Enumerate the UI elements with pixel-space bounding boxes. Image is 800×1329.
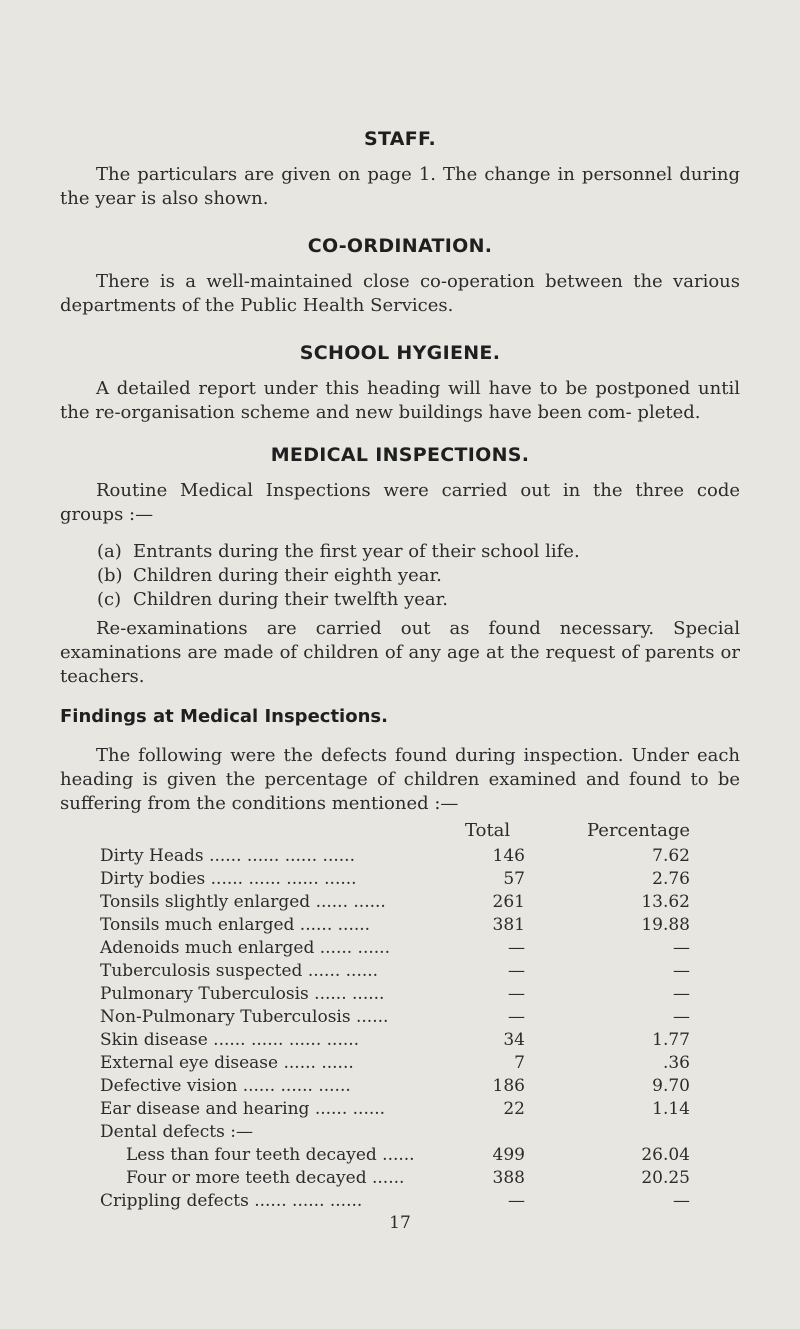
total-column-header: Total [465,820,511,841]
defect-percentage: 9.70 [652,1076,690,1096]
defect-percentage: 2.76 [652,869,690,889]
defect-label: Four or more teeth decayed ...... [126,1168,405,1188]
table-row [0,892,800,914]
table-row [0,915,800,937]
defect-total: — [508,938,525,958]
table-row [0,1191,800,1213]
defect-label: Tonsils much enlarged ...... ...... [100,915,371,935]
defect-total: — [508,984,525,1004]
medical-inspections-intro: Routine Medical Inspections were carried out in the three code groups :— [60,480,740,525]
table-row [0,938,800,960]
defect-label: Pulmonary Tuberculosis ...... ...... [100,984,385,1004]
defect-total: 22 [503,1099,525,1119]
table-row [0,1099,800,1121]
coordination-heading: CO-ORDINATION. [307,235,493,257]
coordination-paragraph: There is a well-maintained close co-operation between the various departments of the Public Health Services. [60,271,740,316]
staff-paragraph: The particulars are given on page 1. The change in personnel during the year is also shown. [60,164,740,209]
defect-total: 388 [492,1168,525,1188]
defect-percentage: — [673,1007,690,1027]
defect-label: Crippling defects ...... ...... ...... [100,1191,363,1211]
defect-label: Defective vision ...... ...... ...... [100,1076,351,1096]
table-row [0,1076,800,1098]
defect-label: Tuberculosis suspected ...... ...... [100,961,379,981]
defect-total: — [508,1007,525,1027]
table-row [0,961,800,983]
defect-label: Non-Pulmonary Tuberculosis ...... [100,1007,389,1027]
table-row [0,1053,800,1075]
defect-total: — [508,961,525,981]
reexamination-paragraph: Re-examinations are carried out as found necessary. Special examinations are made of children of any age at the request of parents or teachers. [60,618,740,687]
table-row [0,846,800,868]
table-row [0,1168,800,1190]
list-item-text: Children during their eighth year. [133,565,442,586]
defect-total: 146 [492,846,525,866]
medical-inspections-heading: MEDICAL INSPECTIONS. [270,444,530,466]
list-marker: (c) [97,589,122,610]
table-row [0,1030,800,1052]
list-marker: (a) [97,541,122,562]
percentage-column-header: Percentage [587,820,691,841]
defect-percentage: — [673,984,690,1004]
defect-label: Dirty bodies ...... ...... ...... ...... [100,869,357,889]
defect-percentage: 7.62 [652,846,690,866]
defect-percentage: — [673,938,690,958]
staff-heading: STAFF. [363,128,437,150]
defect-total: 381 [492,915,525,935]
defect-label: Tonsils slightly enlarged ...... ...... [100,892,386,912]
page-number: 17 [389,1213,411,1233]
defect-total: 34 [503,1030,525,1050]
findings-heading: Findings at Medical Inspections. [60,706,388,727]
defect-percentage: 26.04 [641,1145,690,1165]
table-row [0,984,800,1006]
defect-label: Adenoids much enlarged ...... ...... [100,938,390,958]
defect-percentage: 1.77 [652,1030,690,1050]
list-item-text: Entrants during the first year of their school life. [133,541,580,562]
defect-percentage: 20.25 [641,1168,690,1188]
defect-label: Ear disease and hearing ...... ...... [100,1099,386,1119]
defect-percentage: 13.62 [641,892,690,912]
table-row [0,869,800,891]
table-row [0,1007,800,1029]
defect-percentage: — [673,961,690,981]
defect-label: Less than four teeth decayed ...... [126,1145,415,1165]
defect-total: 186 [492,1076,525,1096]
findings-intro: The following were the defects found during inspection. Under each heading is given the percentage of children examined and found to be suffering from the conditions mentioned :— [60,745,740,814]
defect-total: 499 [492,1145,525,1165]
defect-label: Dirty Heads ...... ...... ...... ...... [100,846,355,866]
school-hygiene-paragraph: A detailed report under this heading will have to be postponed until the re-organisation scheme and new buildings have been com- pleted. [60,378,740,423]
defect-label: External eye disease ...... ...... [100,1053,354,1073]
defect-percentage: .36 [662,1053,690,1073]
defect-total: 261 [492,892,525,912]
defect-percentage: 19.88 [641,915,690,935]
list-marker: (b) [97,565,123,586]
list-item-text: Children during their twelfth year. [133,589,449,610]
table-row [0,1122,800,1144]
defect-label: Dental defects :— [100,1122,253,1142]
defect-percentage: 1.14 [652,1099,690,1119]
defect-percentage: — [673,1191,690,1211]
defect-label: Skin disease ...... ...... ...... ...... [100,1030,360,1050]
defect-total: 7 [514,1053,525,1073]
school-hygiene-heading: SCHOOL HYGIENE. [299,342,501,364]
defect-total: — [508,1191,525,1211]
table-row [0,1145,800,1167]
defect-total: 57 [503,869,525,889]
